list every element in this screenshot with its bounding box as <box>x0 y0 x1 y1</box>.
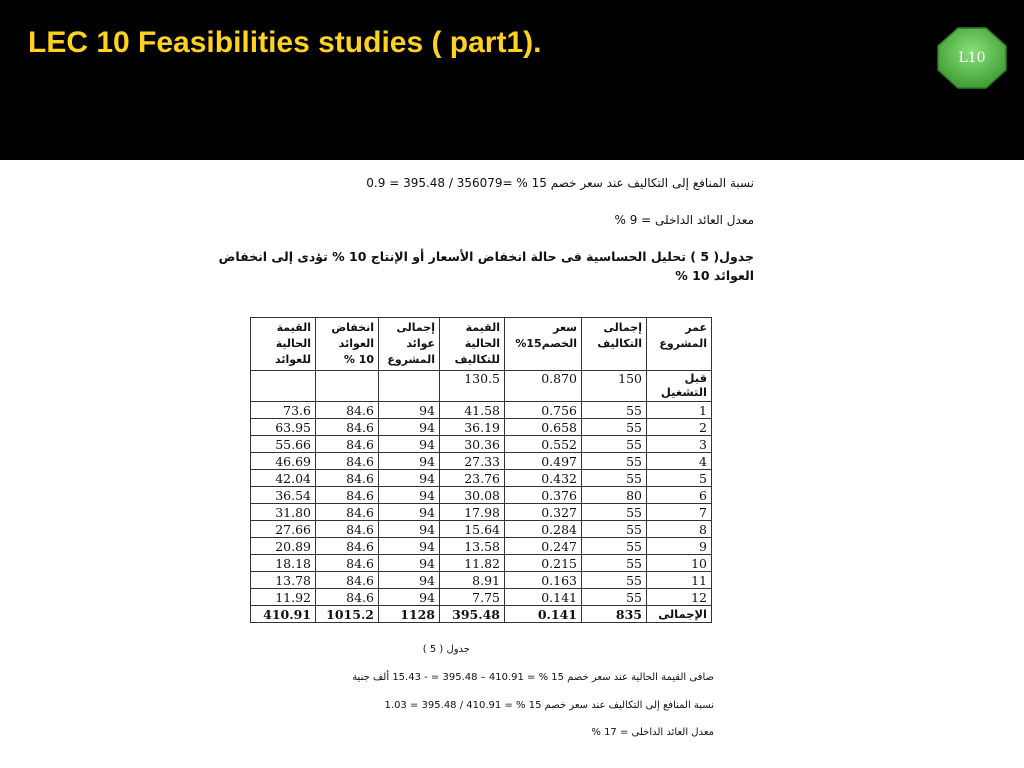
cell: 46.69 <box>251 453 316 470</box>
table-row <box>251 487 712 504</box>
cell: 84.6 <box>316 589 379 606</box>
table-row <box>251 555 712 572</box>
header-total-revenue: إجمالى عوائد المشروع <box>379 318 440 371</box>
header-pv-costs: القيمة الحالية للتكاليف <box>440 318 505 371</box>
cell: 20.89 <box>251 538 316 555</box>
cell: 3 <box>647 436 712 453</box>
table-row <box>251 419 712 436</box>
cell: 27.66 <box>251 521 316 538</box>
cell: 84.6 <box>316 402 379 419</box>
irr-line-2: معدل العائد الداخلى = 17 % <box>591 727 714 738</box>
cell: 130.5 <box>440 371 505 402</box>
cell: 36.54 <box>251 487 316 504</box>
cell: 84.6 <box>316 572 379 589</box>
cell: 94 <box>379 436 440 453</box>
cell: 55 <box>582 555 647 572</box>
document-page <box>0 160 1024 768</box>
table-caption: جدول ( 5 ) <box>422 644 470 655</box>
cell: 55 <box>582 521 647 538</box>
header-reduced-revenue: انخفاض العوائد 10 % <box>316 318 379 371</box>
header-discount-rate: سعر الخصم15% <box>505 318 582 371</box>
cell: 0.756 <box>505 402 582 419</box>
cell: 55 <box>582 419 647 436</box>
cell: 80 <box>582 487 647 504</box>
cell: 0.327 <box>505 504 582 521</box>
cell: قبل التشغيل <box>647 371 712 402</box>
cell: 6 <box>647 487 712 504</box>
cell: 55 <box>582 572 647 589</box>
cell: 11 <box>647 572 712 589</box>
cell: 94 <box>379 521 440 538</box>
header-total-costs: إجمالى التكاليف <box>582 318 647 371</box>
cell: 55 <box>582 470 647 487</box>
cell: 0.284 <box>505 521 582 538</box>
cell: 41.58 <box>440 402 505 419</box>
cell: 13.78 <box>251 572 316 589</box>
cell: 0.163 <box>505 572 582 589</box>
cell: 36.19 <box>440 419 505 436</box>
cell: 17.98 <box>440 504 505 521</box>
cell: 55 <box>582 436 647 453</box>
table-row <box>251 470 712 487</box>
table-row <box>251 521 712 538</box>
cell: 94 <box>379 589 440 606</box>
cell: 84.6 <box>316 419 379 436</box>
table-row-total <box>251 606 712 623</box>
cell: 7.75 <box>440 589 505 606</box>
cell: 94 <box>379 538 440 555</box>
cell: 0.215 <box>505 555 582 572</box>
cell: 84.6 <box>316 504 379 521</box>
cell: 73.6 <box>251 402 316 419</box>
cell: 8 <box>647 521 712 538</box>
table-row <box>251 402 712 419</box>
cell: 7 <box>647 504 712 521</box>
table-header-row <box>251 318 712 371</box>
cell: 0.658 <box>505 419 582 436</box>
cell: 835 <box>582 606 647 623</box>
cell: 11.92 <box>251 589 316 606</box>
cell: 55 <box>582 453 647 470</box>
cell: 63.95 <box>251 419 316 436</box>
cell: 27.33 <box>440 453 505 470</box>
cell: 8.91 <box>440 572 505 589</box>
irr-line: معدل العائد الداخلى = 9 % <box>614 213 754 227</box>
cell: 11.82 <box>440 555 505 572</box>
cell: 55 <box>582 589 647 606</box>
table-title: جدول( 5 ) تحليل الحساسية فى حالة انخفاض الأسعار أو الإنتاج 10 % تؤدى إلى انخفاض العوائد 10 % <box>218 249 754 283</box>
cell: 18.18 <box>251 555 316 572</box>
benefit-cost-ratio-line-2: نسبة المنافع إلى التكاليف عند سعر خصم 15 % = 410.91 / 395.48 = 1.03 <box>384 700 714 711</box>
cell: 84.6 <box>316 538 379 555</box>
cell: الإجمالى <box>647 606 712 623</box>
slide-title: LEC 10 Feasibilities studies ( part1). <box>28 26 542 59</box>
table-row <box>251 436 712 453</box>
cell: 84.6 <box>316 555 379 572</box>
cell: 15.64 <box>440 521 505 538</box>
cell: 1128 <box>379 606 440 623</box>
table-row <box>251 453 712 470</box>
cell: 42.04 <box>251 470 316 487</box>
cell: 94 <box>379 504 440 521</box>
cell: 0.870 <box>505 371 582 402</box>
table-row <box>251 538 712 555</box>
lecture-badge <box>936 26 1008 90</box>
cell: 395.48 <box>440 606 505 623</box>
cell <box>379 371 440 402</box>
cell: 0.141 <box>505 606 582 623</box>
benefit-cost-ratio-line: نسبة المنافع إلى التكاليف عند سعر خصم 15 % =356079 / 395.48 = 0.9 <box>366 176 754 190</box>
cell: 94 <box>379 453 440 470</box>
cell: 1015.2 <box>316 606 379 623</box>
cell: 30.36 <box>440 436 505 453</box>
cell: 94 <box>379 402 440 419</box>
cell: 94 <box>379 572 440 589</box>
table-row <box>251 504 712 521</box>
cell: 150 <box>582 371 647 402</box>
cell: 410.91 <box>251 606 316 623</box>
cell: 12 <box>647 589 712 606</box>
cell: 94 <box>379 419 440 436</box>
cell: 0.247 <box>505 538 582 555</box>
cell: 0.497 <box>505 453 582 470</box>
cell: 4 <box>647 453 712 470</box>
cell: 55 <box>582 538 647 555</box>
header-pv-revenue: القيمة الحالية للعوائد <box>251 318 316 371</box>
cell: 9 <box>647 538 712 555</box>
cell: 94 <box>379 470 440 487</box>
cell: 2 <box>647 419 712 436</box>
npv-line: صافى القيمة الحالية عند سعر خصم 15 % = 410.91 – 395.48 = - 15.43 ألف جنية <box>352 672 714 683</box>
cell: 5 <box>647 470 712 487</box>
cell: 0.432 <box>505 470 582 487</box>
cell: 30.08 <box>440 487 505 504</box>
table-row <box>251 572 712 589</box>
cell <box>251 371 316 402</box>
cell: 1 <box>647 402 712 419</box>
cell: 84.6 <box>316 487 379 504</box>
cell: 94 <box>379 487 440 504</box>
header-project-age: عمر المشروع <box>647 318 712 371</box>
cell: 94 <box>379 555 440 572</box>
cell: 55.66 <box>251 436 316 453</box>
table-row <box>251 589 712 606</box>
cell: 13.58 <box>440 538 505 555</box>
cell: 84.6 <box>316 470 379 487</box>
badge-label: L10 <box>958 50 986 66</box>
cell: 84.6 <box>316 436 379 453</box>
cell <box>316 371 379 402</box>
cell: 84.6 <box>316 453 379 470</box>
cell: 0.552 <box>505 436 582 453</box>
table-row-pre-operation <box>251 371 712 402</box>
sensitivity-table <box>250 317 712 623</box>
cell: 0.141 <box>505 589 582 606</box>
cell: 23.76 <box>440 470 505 487</box>
cell: 31.80 <box>251 504 316 521</box>
cell: 84.6 <box>316 521 379 538</box>
cell: 55 <box>582 504 647 521</box>
cell: 55 <box>582 402 647 419</box>
cell: 0.376 <box>505 487 582 504</box>
cell: 10 <box>647 555 712 572</box>
